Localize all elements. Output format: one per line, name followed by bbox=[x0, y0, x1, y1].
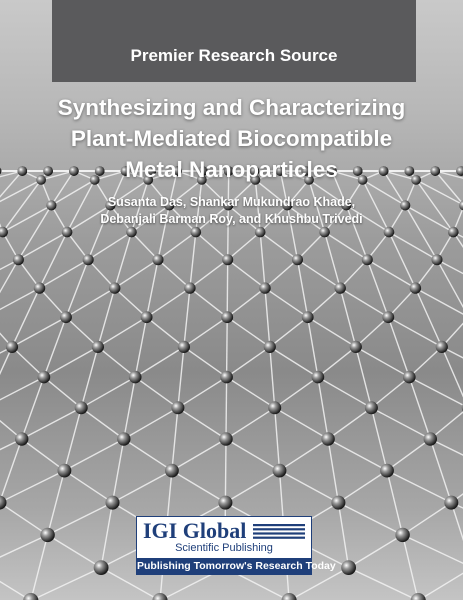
lattice-bond bbox=[298, 232, 325, 260]
lattice-bond bbox=[48, 471, 65, 535]
lattice-bond bbox=[270, 347, 275, 408]
lattice-atom bbox=[362, 254, 373, 265]
lattice-bond bbox=[0, 232, 3, 288]
lattice-bond bbox=[135, 347, 184, 377]
lattice-bond bbox=[225, 471, 279, 503]
lattice-bond bbox=[172, 471, 226, 503]
lattice-bond bbox=[172, 439, 226, 471]
lattice-bond bbox=[113, 471, 172, 503]
lattice-bond bbox=[81, 347, 98, 408]
lattice-atom bbox=[219, 432, 232, 445]
lattice-atom bbox=[106, 496, 120, 510]
series-band bbox=[52, 0, 416, 82]
lattice-bond bbox=[12, 288, 40, 347]
lattice-bond bbox=[260, 232, 297, 260]
lattice-bond bbox=[430, 408, 463, 439]
lattice-bond bbox=[409, 347, 442, 377]
lattice-atom bbox=[395, 528, 409, 542]
author-line: Debanjali Barman Roy, and Khushbu Trivedi bbox=[100, 212, 363, 226]
lattice-atom bbox=[60, 311, 72, 323]
lattice-atom bbox=[255, 227, 266, 238]
lattice-atom bbox=[273, 464, 287, 478]
lattice-atom bbox=[335, 282, 346, 293]
lattice-bond bbox=[135, 317, 146, 377]
lattice-atom bbox=[259, 282, 270, 293]
lattice-bond bbox=[403, 535, 463, 568]
lattice-bond bbox=[367, 260, 388, 318]
lattice-bond bbox=[88, 260, 115, 288]
lattice-atom bbox=[321, 432, 334, 445]
lattice-bond bbox=[265, 288, 270, 347]
lattice-bond bbox=[158, 232, 196, 260]
lattice-bond bbox=[101, 503, 112, 568]
lattice-bond bbox=[158, 260, 190, 288]
lattice-atom bbox=[184, 282, 195, 293]
lattice-bond bbox=[227, 317, 270, 347]
lattice-bond bbox=[226, 439, 280, 471]
lattice-bond bbox=[270, 347, 318, 377]
lattice-bond bbox=[318, 377, 372, 408]
lattice-bond bbox=[124, 439, 172, 471]
lattice-atom bbox=[23, 593, 38, 600]
lattice-bond bbox=[66, 317, 98, 347]
publisher-logo bbox=[136, 516, 336, 575]
lattice-atom bbox=[319, 227, 330, 238]
lattice-bond bbox=[147, 288, 190, 317]
lattice-bond bbox=[22, 439, 65, 471]
lattice-atom bbox=[0, 496, 7, 510]
lattice-bond bbox=[227, 288, 265, 317]
lattice-bond bbox=[340, 260, 367, 288]
lattice-bond bbox=[12, 317, 66, 347]
lattice-atom bbox=[15, 432, 28, 445]
lattice-bond bbox=[328, 439, 338, 503]
lattice-atom bbox=[410, 282, 421, 293]
lattice-atom bbox=[403, 371, 416, 384]
lattice-bond bbox=[48, 535, 102, 568]
lattice-bond bbox=[48, 503, 113, 535]
lattice-atom bbox=[411, 593, 426, 600]
lattice-atom bbox=[165, 464, 179, 478]
lattice-bond bbox=[388, 288, 415, 317]
lattice-bond bbox=[260, 232, 265, 288]
lattice-bond bbox=[0, 503, 48, 535]
lattice-bond bbox=[64, 439, 123, 471]
lattice-bond bbox=[275, 408, 328, 439]
lattice-atom bbox=[220, 371, 233, 384]
lattice-bond bbox=[227, 317, 228, 377]
lattice-bond bbox=[190, 232, 196, 288]
lattice-bond bbox=[135, 377, 178, 408]
lattice-bond bbox=[178, 408, 226, 439]
lattice-bond bbox=[328, 408, 371, 439]
lattice-bond bbox=[178, 347, 184, 408]
lattice-bond bbox=[64, 408, 81, 471]
lattice-bond bbox=[66, 260, 88, 318]
lattice-bond bbox=[124, 408, 178, 439]
lattice-atom bbox=[40, 528, 54, 542]
lattice-atom bbox=[171, 401, 184, 414]
lattice-bond bbox=[31, 568, 101, 600]
publisher-subtitle: Scientific Publishing bbox=[175, 542, 273, 554]
lattice-atom bbox=[331, 496, 345, 510]
lattice-atom bbox=[129, 371, 142, 384]
lattice-bond bbox=[356, 347, 410, 377]
lattice-bond bbox=[280, 471, 339, 503]
lattice-bond bbox=[124, 377, 135, 439]
lattice-bond bbox=[31, 535, 48, 600]
lattice-bond bbox=[318, 377, 328, 439]
lattice-bond bbox=[0, 377, 44, 408]
lattice-bond bbox=[308, 317, 318, 377]
author-list bbox=[10, 194, 453, 228]
lattice-bond bbox=[349, 568, 419, 600]
lattice-bond bbox=[226, 408, 275, 439]
lattice-atom bbox=[302, 311, 314, 323]
lattice-bond bbox=[196, 232, 228, 260]
lattice-atom bbox=[83, 254, 94, 265]
lattice-bond bbox=[40, 288, 67, 317]
lattice-atom bbox=[6, 341, 18, 353]
title-line: Metal Nanoparticles bbox=[125, 157, 338, 182]
lattice-atom bbox=[117, 432, 130, 445]
lattice-atom bbox=[0, 166, 1, 176]
lattice-atom bbox=[432, 254, 443, 265]
lattice-bond bbox=[387, 439, 430, 471]
lattice-atom bbox=[191, 227, 202, 238]
lattice-bond bbox=[388, 317, 442, 347]
lattice-atom bbox=[365, 401, 378, 414]
lattice-bond bbox=[147, 317, 184, 347]
lattice-atom bbox=[292, 254, 303, 265]
lattice-bond bbox=[44, 347, 98, 377]
lattice-bond bbox=[356, 347, 372, 408]
author-line: Susanta Das, Shankar Mukundrao Khade, bbox=[107, 195, 356, 209]
lattice-atom bbox=[178, 341, 190, 353]
lattice-bond bbox=[227, 377, 275, 408]
lattice-atom bbox=[75, 401, 88, 414]
lattice-bond bbox=[113, 439, 124, 503]
lattice-bond bbox=[44, 377, 81, 408]
lattice-atom bbox=[109, 282, 120, 293]
lattice-bond bbox=[0, 288, 40, 317]
lattice-atom bbox=[282, 593, 297, 600]
publisher-name: IGI Global bbox=[143, 518, 247, 543]
lattice-bond bbox=[308, 288, 341, 317]
lattice-atom bbox=[424, 432, 437, 445]
lattice-bond bbox=[115, 288, 147, 317]
lattice-bond bbox=[98, 347, 135, 377]
lattice-atom bbox=[218, 496, 232, 510]
lattice-bond bbox=[403, 535, 419, 600]
lattice-bond bbox=[172, 408, 178, 471]
lattice-bond bbox=[184, 317, 227, 347]
title-line: Synthesizing and Characterizing bbox=[57, 95, 406, 120]
lattice-atom bbox=[126, 227, 137, 238]
lattice-bond bbox=[270, 317, 308, 347]
publisher-stripes-icon bbox=[253, 524, 305, 539]
lattice-atom bbox=[380, 464, 394, 478]
lattice-bond bbox=[453, 232, 463, 288]
lattice-bond bbox=[280, 439, 329, 471]
lattice-atom bbox=[58, 464, 72, 478]
lattice-atom bbox=[341, 560, 356, 575]
lattice-atom bbox=[221, 311, 233, 323]
lattice-bond bbox=[147, 260, 158, 318]
lattice-atom bbox=[152, 593, 167, 600]
lattice-bond bbox=[338, 471, 387, 503]
lattice-atom bbox=[0, 227, 8, 238]
lattice-bond bbox=[298, 260, 308, 318]
series-label: Premier Research Source bbox=[130, 46, 338, 65]
lattice-bond bbox=[356, 317, 389, 347]
lattice-bond bbox=[184, 288, 190, 347]
lattice-bond bbox=[418, 568, 463, 600]
lattice-bond bbox=[178, 377, 227, 408]
lattice-bond bbox=[227, 260, 228, 318]
lattice-atom bbox=[153, 254, 164, 265]
lattice-bond bbox=[81, 408, 124, 439]
lattice-atom bbox=[222, 254, 233, 265]
lattice-atom bbox=[92, 341, 104, 353]
lattice-atom bbox=[382, 311, 394, 323]
lattice-atom bbox=[62, 227, 73, 238]
lattice-atom bbox=[38, 371, 51, 384]
lattice-atom bbox=[13, 254, 24, 265]
lattice-bond bbox=[338, 503, 348, 568]
lattice-bond bbox=[190, 288, 227, 317]
lattice-bond bbox=[81, 377, 135, 408]
lattice-atom bbox=[459, 200, 463, 210]
lattice-bond bbox=[227, 347, 270, 377]
lattice-bond bbox=[12, 347, 44, 377]
lattice-atom bbox=[264, 341, 276, 353]
publisher-tagline: Publishing Tomorrow's Research Today bbox=[137, 560, 336, 572]
lattice-bond bbox=[115, 260, 158, 288]
lattice-bond bbox=[409, 377, 463, 408]
lattice-bond bbox=[403, 503, 452, 535]
lattice-bond bbox=[44, 317, 66, 377]
lattice-atom bbox=[312, 371, 325, 384]
lattice-bond bbox=[275, 408, 280, 471]
lattice-atom bbox=[444, 496, 458, 510]
lattice-bond bbox=[132, 232, 159, 260]
lattice-bond bbox=[226, 377, 227, 439]
lattice-atom bbox=[141, 311, 153, 323]
title-line: Plant-Mediated Biocompatible bbox=[70, 126, 393, 151]
lattice-bond bbox=[349, 535, 403, 568]
lattice-bond bbox=[184, 347, 227, 377]
lattice-bond bbox=[371, 377, 409, 408]
lattice-atom bbox=[94, 560, 109, 575]
lattice-bond bbox=[318, 347, 356, 377]
lattice-bond bbox=[64, 471, 112, 503]
lattice-bond bbox=[265, 260, 298, 288]
lattice-bond bbox=[437, 260, 463, 318]
lattice-atom bbox=[456, 166, 463, 176]
lattice-bond bbox=[275, 377, 318, 408]
lattice-atom bbox=[350, 341, 362, 353]
book-title bbox=[10, 92, 453, 185]
lattice-bond bbox=[228, 232, 261, 260]
lattice-bond bbox=[387, 471, 403, 535]
lattice-atom bbox=[268, 401, 281, 414]
lattice-atom bbox=[34, 282, 45, 293]
lattice-atom bbox=[448, 227, 459, 238]
lattice-bond bbox=[190, 260, 228, 288]
lattice-bond bbox=[388, 317, 409, 377]
lattice-bond bbox=[371, 408, 387, 471]
lattice-atom bbox=[436, 341, 448, 353]
lattice-bond bbox=[415, 288, 441, 347]
lattice-bond bbox=[228, 260, 265, 288]
lattice-bond bbox=[338, 503, 402, 535]
lattice-bond bbox=[225, 439, 226, 503]
lattice-atom bbox=[384, 227, 395, 238]
lattice-bond bbox=[265, 288, 308, 317]
lattice-bond bbox=[328, 439, 387, 471]
